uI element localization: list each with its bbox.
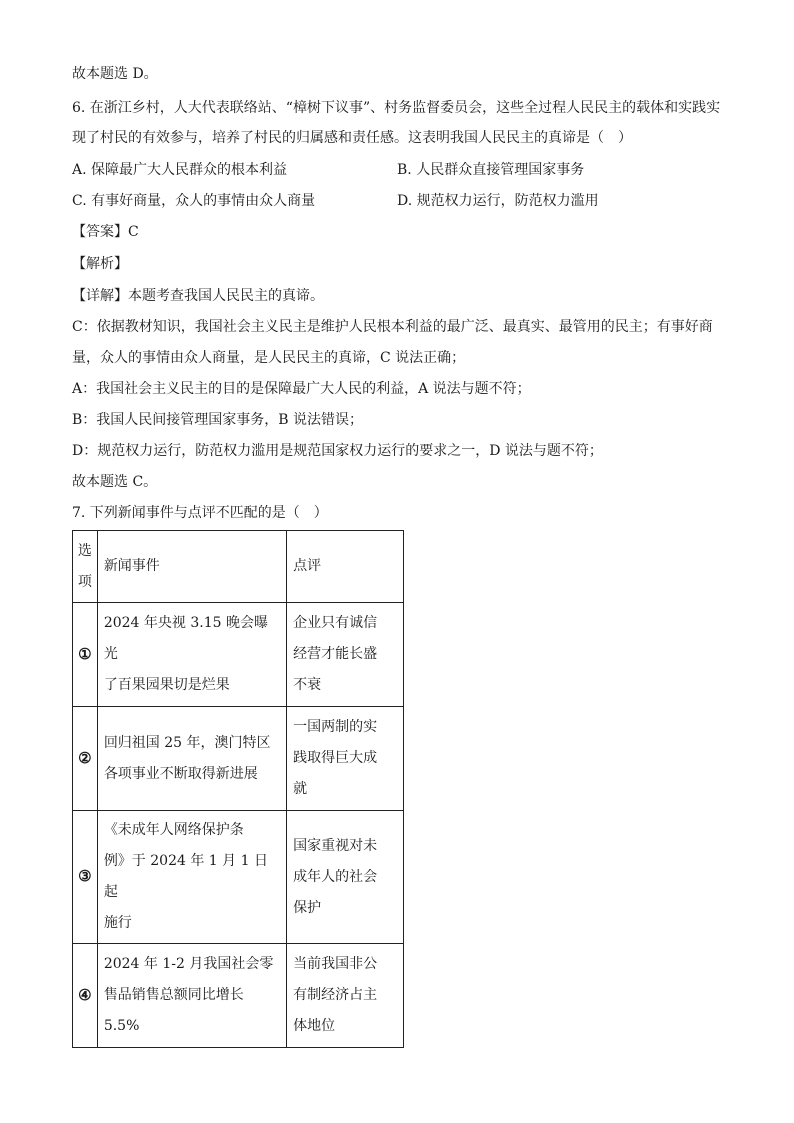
row-number	[73, 603, 98, 707]
header-option-char-2: 项	[77, 573, 92, 590]
news-line: 了百果园果切是烂果	[103, 677, 230, 693]
header-comment: 点评	[287, 531, 404, 603]
option-a: A. 保障最广大人民群众的根本利益	[72, 162, 288, 178]
comment-line: 一国两制的实	[293, 719, 378, 735]
comment-cell	[287, 707, 404, 811]
news-line: 《未成年人网络保护条	[103, 822, 244, 838]
question-6-stem-line-1: 6. 在浙江乡村，人大代表联络站、“樟树下议事”、村务监督委员会，这些全过程人民民主的载体和实践实	[72, 100, 721, 116]
option-d: D. 规范权力运行，防范权力滥用	[397, 193, 599, 209]
news-line: 售品销售总额同比增长	[103, 987, 244, 1003]
question-6-stem-line-2: 现了村民的有效参与，培养了村民的归属感和责任感。这表明我国人民民主的真谛是（ ）	[72, 130, 632, 146]
option-c: C. 有事好商量，众人的事情由众人商量	[72, 193, 316, 209]
row-number	[73, 944, 98, 1048]
explanation-a: A：我国社会主义民主的目的是保障最广大人民的利益，A 说法与题不符；	[72, 381, 531, 397]
analysis-label: 【解析】	[72, 256, 128, 272]
table-row	[73, 944, 404, 1048]
row-number	[73, 707, 98, 811]
row-number-label: ④	[78, 985, 92, 1004]
news-cell	[97, 811, 286, 944]
comment-line: 践取得巨大成	[293, 750, 378, 766]
explanation-d: D：规范权力运行，防范权力滥用是规范国家权力运行的要求之一，D 说法与题不符；	[72, 443, 603, 459]
question-7-stem: 7. 下列新闻事件与点评不匹配的是（ ）	[72, 505, 328, 521]
comment-line: 保护	[293, 899, 322, 916]
comment-line: 经营才能长盛	[293, 646, 378, 662]
news-cell	[97, 944, 286, 1048]
comment-line: 有制经济占主	[293, 987, 378, 1003]
header-news: 新闻事件	[97, 531, 286, 603]
news-line: 2024 年央视 3.15 晚会曝光	[103, 615, 268, 662]
explanation-c-line-1: C：依据教材知识，我国社会主义民主是维护人民根本利益的最广泛、最真实、最管用的民主；有事好商	[72, 319, 713, 335]
explanation-c-line-2: 量，众人的事情由众人商量，是人民民主的真谛，C 说法正确；	[72, 350, 466, 366]
news-line: 回归祖国 25 年，澳门特区	[103, 734, 271, 751]
comment-line: 成年人的社会	[293, 868, 378, 885]
news-table	[72, 530, 404, 1048]
row-number-label: ③	[78, 867, 92, 885]
option-b: B. 人民群众直接管理国家事务	[397, 162, 585, 178]
comment-cell	[287, 603, 404, 707]
comment-cell	[287, 811, 404, 944]
news-line: 施行	[103, 915, 132, 931]
answer-label: 【答案】C	[72, 224, 139, 240]
comment-line: 体地位	[293, 1018, 336, 1034]
table-row	[73, 707, 404, 811]
news-line: 5.5%	[103, 1018, 140, 1034]
explanation-b: B：我国人民间接管理国家事务，B 说法错误；	[72, 412, 364, 428]
prev-conclusion: 故本题选 D。	[72, 66, 158, 82]
table-header-row	[73, 531, 404, 603]
header-option-char-1: 选	[77, 542, 92, 559]
news-line: 2024 年 1-2 月我国社会零	[103, 956, 274, 972]
comment-line: 当前我国非公	[293, 956, 378, 972]
row-number	[73, 811, 98, 944]
news-cell	[97, 707, 286, 811]
table-row	[73, 811, 404, 944]
comment-line: 国家重视对未	[293, 837, 378, 854]
comment-line: 企业只有诚信	[293, 615, 378, 631]
comment-line: 就	[293, 781, 308, 797]
header-option	[73, 531, 98, 603]
news-line: 例》于 2024 年 1 月 1 日起	[103, 853, 268, 900]
comment-cell	[287, 944, 404, 1048]
comment-line: 不衰	[293, 677, 322, 693]
conclusion: 故本题选 C。	[72, 474, 158, 490]
news-line: 各项事业不断取得新进展	[103, 765, 258, 782]
news-cell	[97, 603, 286, 707]
detail-line: 【详解】本题考查我国人民民主的真谛。	[72, 288, 324, 304]
table-row	[73, 603, 404, 707]
row-number-label: ①	[78, 644, 92, 663]
row-number-label: ②	[78, 748, 92, 767]
